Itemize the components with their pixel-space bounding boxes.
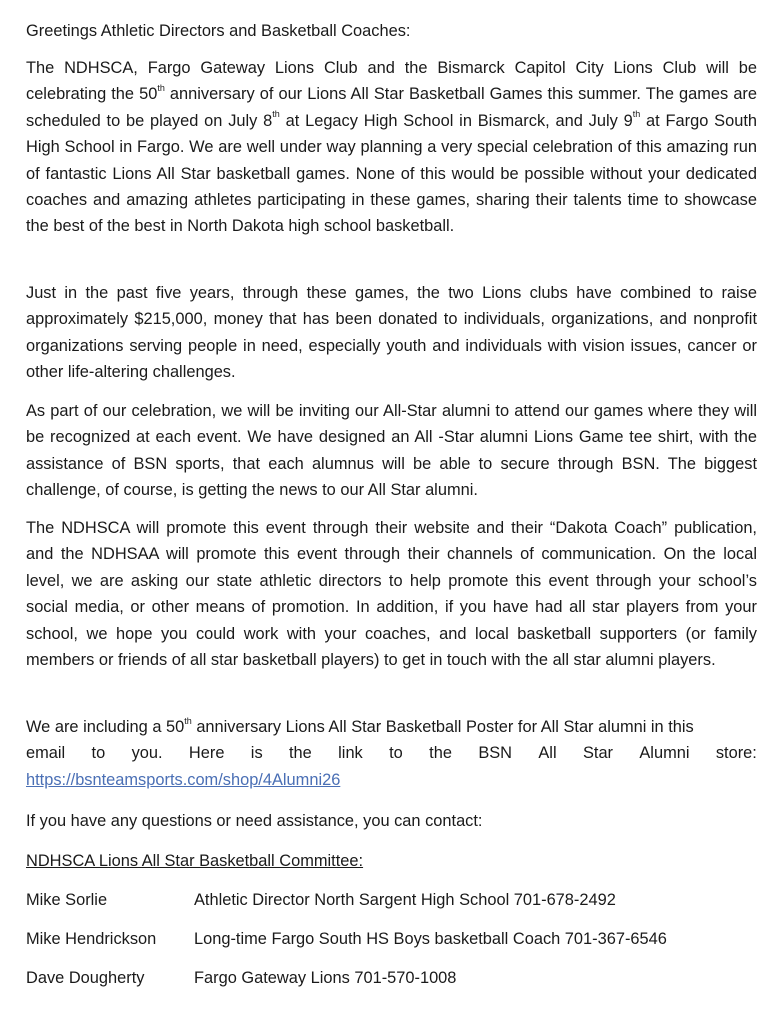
poster-word: to: [389, 744, 403, 763]
poster-word: Alumni: [639, 744, 690, 763]
paragraph-contact: If you have any questions or need assistance, you can contact:: [26, 812, 483, 830]
contact-info: Athletic Director North Sargent High School 701-678-2492: [194, 891, 616, 909]
poster-word: email: [26, 744, 66, 763]
poster-text-b: anniversary Lions All Star Basketball Poster for All Star alumni in this: [191, 718, 694, 736]
contact-info: Fargo Gateway Lions 701-570-1008: [194, 969, 457, 987]
intro-text-b: anniversary of our Lions All Star Basketball Games this summer. The games are scheduled to be played on July 8: [26, 85, 758, 130]
superscript-th: th: [184, 715, 192, 726]
poster-word: is: [250, 744, 263, 763]
poster-text-a: We are including a 50: [26, 718, 185, 736]
paragraph-poster: [26, 714, 757, 793]
poster-line-2: [26, 740, 757, 766]
poster-word: store:: [715, 744, 757, 763]
intro-text-a: The NDHSCA, Fargo Gateway Lions Club and the Bismarck Capitol City Lions Club will be celebrating the 50: [26, 59, 757, 104]
poster-word: Star: [582, 744, 614, 763]
intro-text-c: at Legacy High School in Bismarck, and July 9: [279, 111, 633, 130]
greeting: Greetings Athletic Directors and Basketball Coaches:: [26, 22, 411, 40]
contact-info: Long-time Fargo South HS Boys basketball Coach 701-367-6546: [194, 930, 667, 948]
committee-title: NDHSCA Lions All Star Basketball Committee:: [26, 852, 364, 870]
poster-word: to: [91, 744, 106, 763]
poster-word: you.: [131, 744, 163, 763]
contact-name: Dave Dougherty: [26, 969, 145, 987]
paragraph-fundraising: Just in the past five years, through these games, the two Lions clubs have combined to raise approximately $215,000, money that has been donated to individuals, organizations, and nonprofit organizations serving people in need, especially youth and individuals with vision issues, cancer or other life-altering challenges.: [26, 284, 757, 382]
superscript-th: th: [272, 109, 280, 120]
contact-row: [26, 926, 757, 952]
superscript-th: th: [632, 109, 641, 120]
poster-word: All: [538, 744, 557, 763]
paragraph-promotion: The NDHSCA will promote this event through their website and their “Dakota Coach” publication, and the NDHSAA will promote this event through their channels of communication. On the local level, we are asking our state athletic directors to help promote this event through your school’s social media, or other means of promotion. In addition, if you have had all star players from your school, we hope you could work with your coaches, and local basketball supporters (or family members or friends of all star basketball players) to get in touch with the all star alumni players.: [26, 519, 757, 670]
bsn-store-link[interactable]: https://bsnteamsports.com/shop/4Alumni26: [26, 770, 341, 789]
paragraph-celebration: As part of our celebration, we will be inviting our All-Star alumni to attend our games where they will be recognized at each event. We have designed an All -Star alumni Lions Game tee shirt, with the assistance of BSN sports, that each alumnus will be able to secure through BSN. The biggest challenge, of course, is getting the news to our All Star alumni.: [26, 402, 757, 500]
poster-line-3: [26, 767, 757, 793]
paragraph-intro: [26, 55, 757, 240]
contact-name: Mike Hendrickson: [26, 930, 157, 948]
contact-name: Mike Sorlie: [26, 891, 108, 909]
intro-text-d: at Fargo South High School in Fargo. We are well under way planning a very special celebration of this amazing run of fantastic Lions All Star basketball games. None of this would be possible without your dedicated coaches and amazing athletes participating in these games, sharing their talents time to showcase the best of the best in North Dakota high school basketball.: [26, 111, 757, 236]
poster-word: link: [338, 744, 363, 763]
contact-row: [26, 887, 757, 913]
superscript-th: th: [157, 82, 165, 93]
contact-row: [26, 965, 757, 991]
poster-line-1: [26, 714, 757, 740]
poster-word: BSN: [478, 744, 513, 763]
poster-word: the: [429, 744, 452, 763]
poster-word: the: [289, 744, 312, 763]
poster-word: Here: [188, 744, 225, 763]
